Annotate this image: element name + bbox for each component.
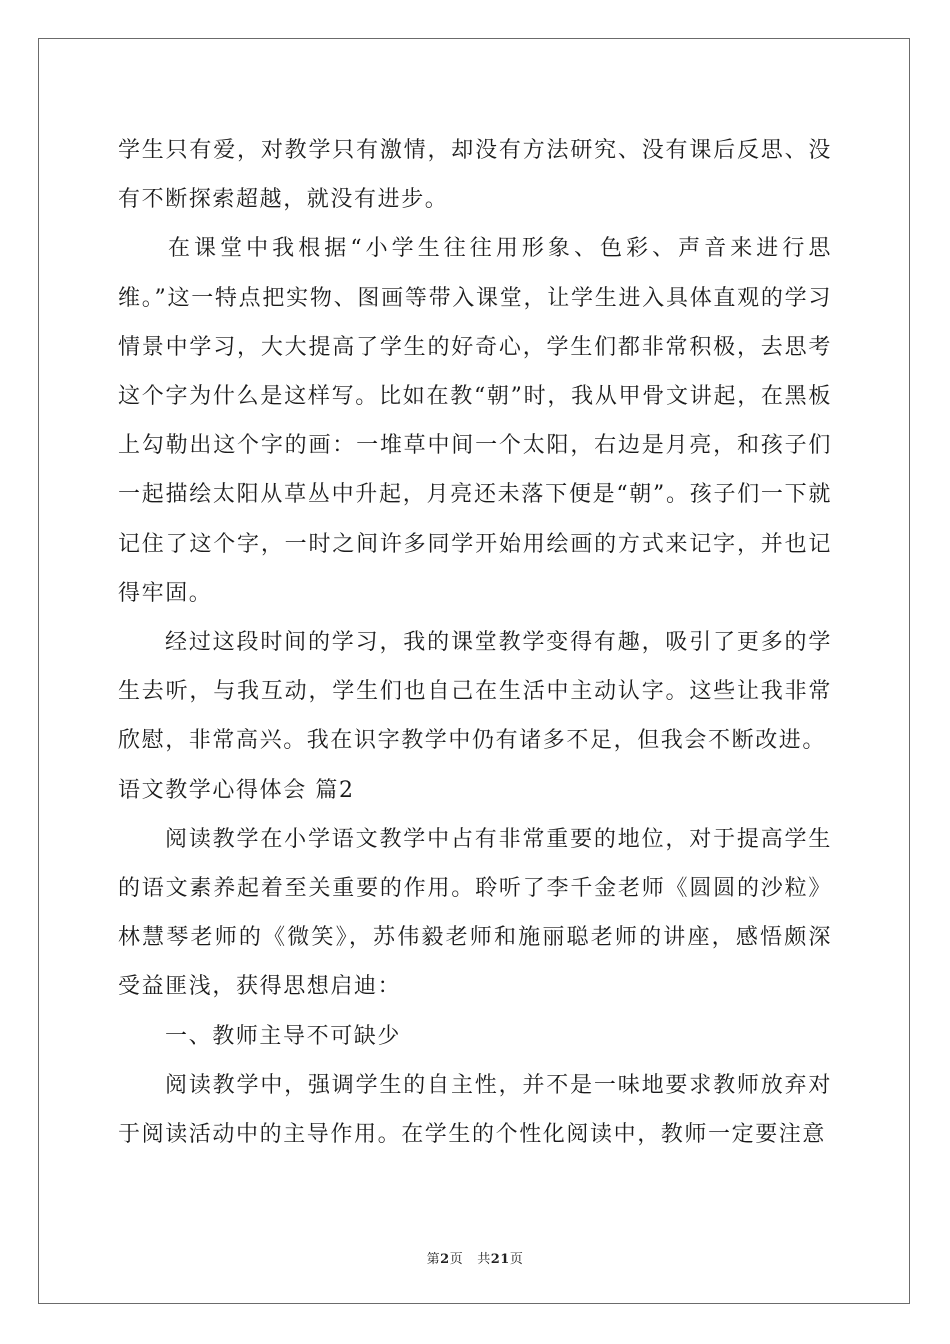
total-label-suffix: 页 (509, 1252, 524, 1267)
paragraph: 经过这段时间的学习，我的课堂教学变得有趣，吸引了更多的学生去听，与我互动，学生们也自己在生活中主动认字。这些让我非常欣慰，非常高兴。我在识字教学中仍有诸多不足，但我会不断改进。 (118, 630, 832, 754)
paragraph: 学生只有爱，对教学只有激情，却没有方法研究、没有课后反思、没有不断探索超越，就没有进步。 (118, 138, 832, 213)
page-footer (0, 1248, 950, 1267)
page-number: 2 (440, 1252, 450, 1267)
paragraph: 阅读教学中，强调学生的自主性，并不是一味地要求教师放弃对于阅读活动中的主导作用。在学生的个性化阅读中，教师一定要注意 (118, 1072, 832, 1148)
total-pages: 21 (490, 1252, 510, 1267)
total-label-prefix: 共 (477, 1252, 491, 1267)
page-label-suffix: 页 (449, 1252, 464, 1267)
page-label-prefix: 第 (426, 1252, 441, 1267)
document-body (118, 126, 832, 1159)
section-heading: 语文教学心得体会 篇2 (118, 777, 355, 803)
paragraph: 阅读教学在小学语文教学中占有非常重要的地位，对于提高学生的语文素养起着至关重要的作用。聆听了李千金老师《圆圆的沙粒》林慧琴老师的《微笑》，苏伟毅老师和施丽聪老师的讲座，感悟颇深受益匪浅，获得思想启迪： (118, 826, 832, 1000)
paragraph: 在课堂中我根据“小学生往往用形象、色彩、声音来进行思维。”这一特点把实物、图画等带入课堂，让学生进入具体直观的学习情景中学习，大大提高了学生的好奇心，学生们都非常积极，去思考这个字为什么是这样写。比如在教“朝”时，我从甲骨文讲起，在黑板上勾勒出这个字的画：一堆草中间一个太阳，右边是月亮，和孩子们一起描绘太阳从草丛中升起，月亮还未落下便是“朝”。孩子们一下就记住了这个字，一时之间许多同学开始用绘画的方式来记字，并也记得牢固。 (118, 236, 832, 606)
subheading: 一、教师主导不可缺少 (165, 1023, 402, 1049)
